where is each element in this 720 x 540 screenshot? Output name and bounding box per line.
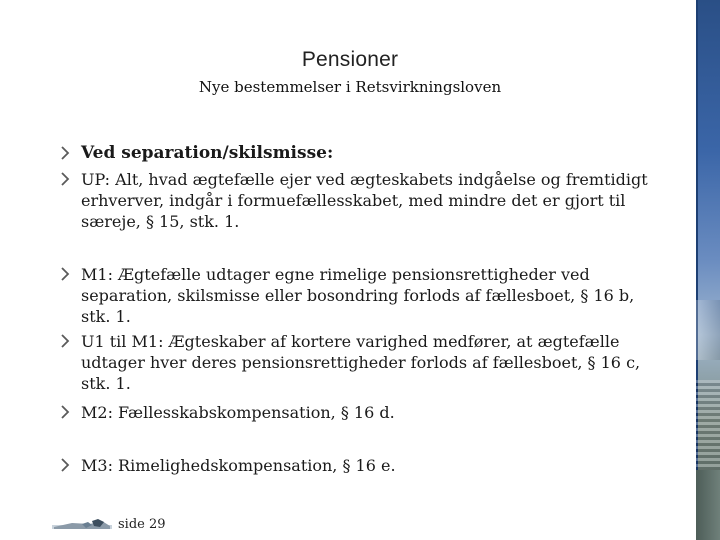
chevron-right-icon bbox=[60, 458, 74, 472]
chevron-right-icon bbox=[60, 146, 74, 160]
chevron-right-icon bbox=[60, 172, 74, 186]
logo-icon bbox=[52, 517, 112, 531]
bullet-text: U1 til M1: Ægteskaber af kortere varighed medfører, at ægtefælle udtager hver deres pensionsrettigheder forlods af fællesboet, § 16 c, stk. 1. bbox=[81, 332, 641, 393]
bullet-text: UP: Alt, hvad ægtefælle ejer ved ægteskabets indgåelse og fremtidigt erhverver, indgår i formuefællesskabet, med mindre det er gjort til særeje, § 15, stk. 1. bbox=[81, 170, 648, 231]
chevron-right-icon bbox=[60, 334, 74, 348]
chevron-right-icon bbox=[60, 267, 74, 281]
bullet-text: Ved separation/skilsmisse: bbox=[81, 143, 334, 163]
slide-title: Pensioner bbox=[301, 48, 399, 71]
chevron-right-icon bbox=[60, 405, 74, 419]
bullet-text: M1: Ægtefælle udtager egne rimelige pensionsrettigheder ved separation, skilsmisse eller bosondring forlods af fællesboet, § 16 b, stk. 1. bbox=[81, 265, 635, 326]
page-number: side 29 bbox=[118, 517, 166, 532]
slide-subtitle: Nye bestemmelser i Retsvirkningsloven bbox=[198, 78, 502, 96]
bullet-text: M2: Fællesskabskompensation, § 16 d. bbox=[81, 403, 395, 422]
bullet-text: M3: Rimelighedskompensation, § 16 e. bbox=[81, 456, 396, 475]
